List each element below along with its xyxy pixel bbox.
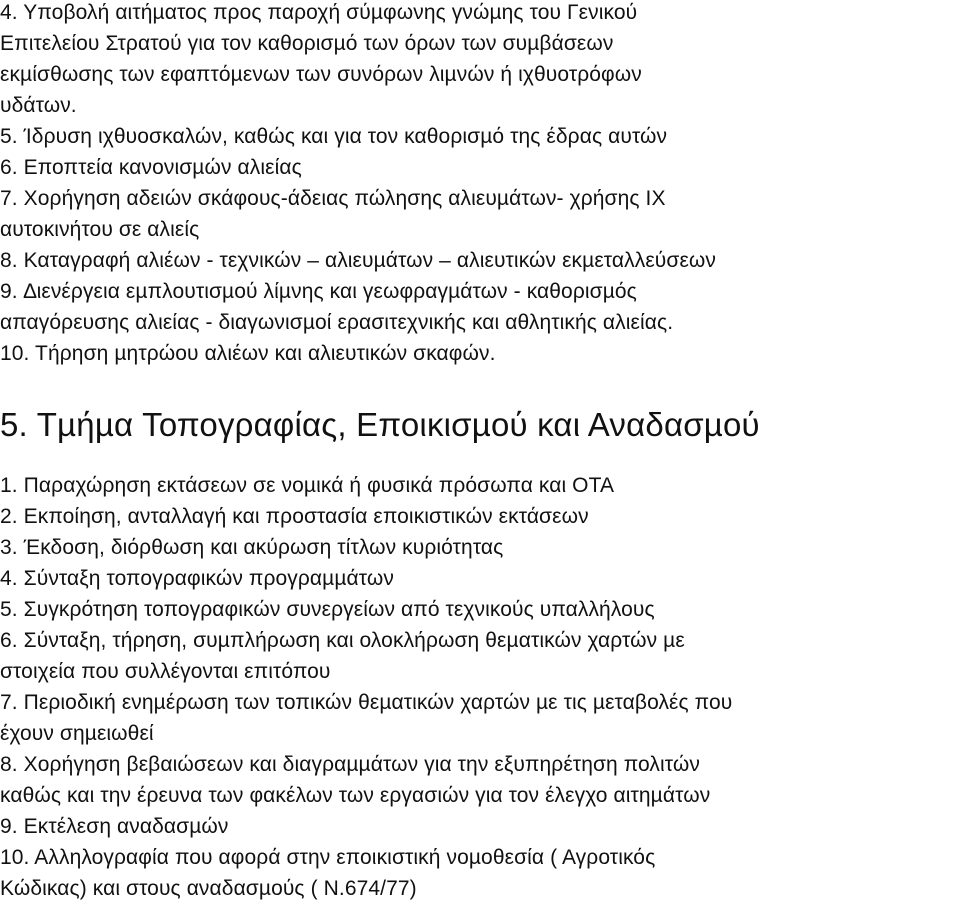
section-4-responsibilities-list	[0, 0, 959, 369]
text-line: 5. Συγκρότηση τοπογραφικών συνεργείων από τεχνικούς υπαλλήλους	[0, 598, 655, 621]
text-line: στοιχεία που συλλέγονται επιτόπου	[0, 660, 331, 683]
text-line: 4. Σύνταξη τοπογραφικών προγραµµάτων	[0, 567, 394, 590]
text-line: 4. Υποβολή αιτήµατος προς παροχή σύµφωνης γνώµης του Γενικού	[0, 1, 638, 24]
text-line: 2. Εκποίηση, ανταλλαγή και προστασία εποικιστικών εκτάσεων	[0, 505, 589, 528]
section-5-heading: 5. Τµήµα Τοπογραφίας, Εποικισµού και Αναδασµού	[0, 406, 760, 443]
text-line: Επιτελείου Στρατού για τον καθορισµό των όρων των συµβάσεων	[0, 32, 614, 55]
text-line: 6. Σύνταξη, τήρηση, συµπλήρωση και ολοκλήρωση θεµατικών χαρτών µε	[0, 629, 685, 652]
text-line: 10. Αλληλογραφία που αφορά στην εποικιστική νοµοθεσία ( Αγροτικός	[0, 846, 656, 869]
text-line: εκµίσθωσης των εφαπτόµενων των συνόρων λιµνών ή ιχθυοτρόφων	[0, 63, 642, 86]
text-line: υδάτων.	[0, 94, 77, 117]
text-line: 9. Εκτέλεση αναδασµών	[0, 815, 229, 838]
text-line: 10. Τήρηση µητρώου αλιέων και αλιευτικών σκαφών.	[0, 342, 496, 365]
text-line: 7. Περιοδική ενηµέρωση των τοπικών θεµατικών χαρτών µε τις µεταβολές που	[0, 691, 733, 714]
text-line: απαγόρευσης αλιείας - διαγωνισµοί ερασιτεχνικής και αθλητικής αλιείας.	[0, 311, 674, 334]
text-line: 6. Εποπτεία κανονισµών αλιείας	[0, 156, 302, 179]
text-line: 1. Παραχώρηση εκτάσεων σε νοµικά ή φυσικά πρόσωπα και ΟΤΑ	[0, 474, 615, 497]
text-line: αυτοκινήτου σε αλιείς	[0, 218, 200, 241]
text-line: 5. Ίδρυση ιχθυοσκαλών, καθώς και για τον καθορισµό της έδρας αυτών	[0, 125, 668, 148]
text-line: 8. Χορήγηση βεβαιώσεων και διαγραµµάτων για την εξυπηρέτηση πολιτών	[0, 753, 700, 776]
text-line: καθώς και την έρευνα των φακέλων των εργασιών για τον έλεγχο αιτηµάτων	[0, 784, 711, 807]
text-line: 9. ∆ιενέργεια εµπλουτισµού λίµνης και γεωφραγµάτων - καθορισµός	[0, 280, 637, 303]
section-5-responsibilities-list	[0, 470, 959, 904]
text-line: Κώδικας) και στους αναδασµούς ( Ν.674/77)	[0, 877, 417, 900]
text-line: 8. Καταγραφή αλιέων - τεχνικών – αλιευµάτων – αλιευτικών εκµεταλλεύσεων	[0, 249, 717, 272]
text-line: 3. Έκδοση, διόρθωση και ακύρωση τίτλων κυριότητας	[0, 536, 504, 559]
text-line: 7. Χορήγηση αδειών σκάφους-άδειας πώλησης αλιευµάτων- χρήσης ΙΧ	[0, 187, 666, 210]
text-line: έχουν σηµειωθεί	[0, 722, 154, 745]
